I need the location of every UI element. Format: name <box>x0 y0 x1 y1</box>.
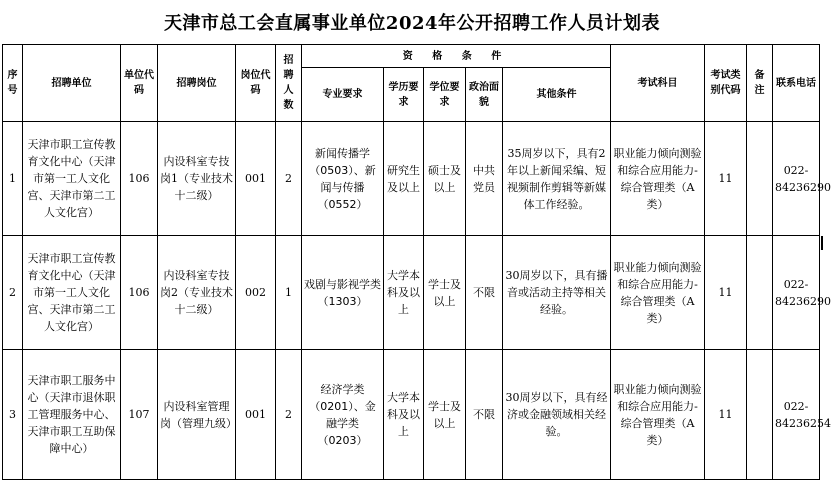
header-major: 专业要求 <box>302 68 384 122</box>
cell-unit-code: 106 <box>121 236 158 350</box>
recruitment-plan-table <box>2 44 831 480</box>
cell-position: 内设科室专技岗1（专业技术十二级） <box>158 122 236 236</box>
cell-other: 30周岁以下，具有播音或活动主持等相关经验。 <box>503 236 611 350</box>
cell-position-code: 001 <box>236 350 276 480</box>
header-degree: 学位要求 <box>424 68 466 122</box>
edge-divider <box>821 236 823 250</box>
cell-index: 3 <box>3 350 23 480</box>
cell-phone: 022-84236290 <box>773 122 820 236</box>
cell-other: 35周岁以下，具有2年以上新闻采编、短视频制作剪辑等新媒体工作经验。 <box>503 122 611 236</box>
cell-unit-code: 107 <box>121 350 158 480</box>
header-phone: 联系电话 <box>773 45 820 122</box>
cell-index: 2 <box>3 236 23 350</box>
cell-political: 中共党员 <box>466 122 503 236</box>
table-row <box>3 236 820 350</box>
header-exam-subject: 考试科目 <box>611 45 705 122</box>
cell-exam-category-code: 11 <box>705 236 747 350</box>
header-position: 招聘岗位 <box>158 45 236 122</box>
cell-count: 2 <box>276 122 302 236</box>
table-row <box>3 122 820 236</box>
cell-remarks <box>747 122 773 236</box>
cell-exam-category-code: 11 <box>705 350 747 480</box>
cell-unit-code: 106 <box>121 122 158 236</box>
header-education: 学历要求 <box>384 68 424 122</box>
header-qualifications: 资 格 条 件 <box>302 45 611 68</box>
cell-count: 2 <box>276 350 302 480</box>
cell-education: 大学本科及以上 <box>384 350 424 480</box>
cell-education: 研究生及以上 <box>384 122 424 236</box>
cell-exam-subject: 职业能力倾向测验和综合应用能力-综合管理类（A类） <box>611 236 705 350</box>
cell-political: 不限 <box>466 236 503 350</box>
cell-unit: 天津市职工服务中心（天津市退休职工管理服务中心、天津市职工互助保障中心） <box>23 350 121 480</box>
page-title: 天津市总工会直属事业单位2024年公开招聘工作人员计划表 <box>163 13 661 34</box>
cell-major: 戏剧与影视学类（1303） <box>302 236 384 350</box>
header-exam-category-code: 考试类别代码 <box>705 45 747 122</box>
cell-remarks <box>747 350 773 480</box>
header-unit: 招聘单位 <box>23 45 121 122</box>
cell-degree: 硕士及以上 <box>424 122 466 236</box>
cell-exam-subject: 职业能力倾向测验和综合应用能力-综合管理类（A类） <box>611 122 705 236</box>
cell-degree: 学士及以上 <box>424 236 466 350</box>
cell-position-code: 002 <box>236 236 276 350</box>
cell-other: 30周岁以下，具有经济或金融领域相关经验。 <box>503 350 611 480</box>
cell-position: 内设科室管理岗（管理九级） <box>158 350 236 480</box>
header-count: 招聘人数 <box>276 45 302 122</box>
header-unit-code: 单位代码 <box>121 45 158 122</box>
cell-remarks <box>747 236 773 350</box>
cell-position-code: 001 <box>236 122 276 236</box>
header-remarks: 备注 <box>747 45 773 122</box>
cell-degree: 学士及以上 <box>424 350 466 480</box>
cell-unit: 天津市职工宣传教育文化中心（天津市第一工人文化宫、天津市第二工人文化宫） <box>23 122 121 236</box>
table-row <box>3 350 820 480</box>
cell-education: 大学本科及以上 <box>384 236 424 350</box>
cell-exam-subject: 职业能力倾向测验和综合应用能力-综合管理类（A类） <box>611 350 705 480</box>
header-political: 政治面貌 <box>466 68 503 122</box>
header-index: 序号 <box>3 45 23 122</box>
cell-major: 经济学类（0201）、金融学类（0203） <box>302 350 384 480</box>
cell-index: 1 <box>3 122 23 236</box>
cell-phone: 022-84236290 <box>773 236 820 350</box>
cell-count: 1 <box>276 236 302 350</box>
cell-exam-category-code: 11 <box>705 122 747 236</box>
cell-position: 内设科室专技岗2（专业技术十二级） <box>158 236 236 350</box>
cell-political: 不限 <box>466 350 503 480</box>
cell-phone: 022-84236254 <box>773 350 820 480</box>
cell-major: 新闻传播学（0503）、新闻与传播（0552） <box>302 122 384 236</box>
cell-unit: 天津市职工宣传教育文化中心（天津市第一工人文化宫、天津市第二工人文化宫） <box>23 236 121 350</box>
header-position-code: 岗位代码 <box>236 45 276 122</box>
header-other: 其他条件 <box>503 68 611 122</box>
